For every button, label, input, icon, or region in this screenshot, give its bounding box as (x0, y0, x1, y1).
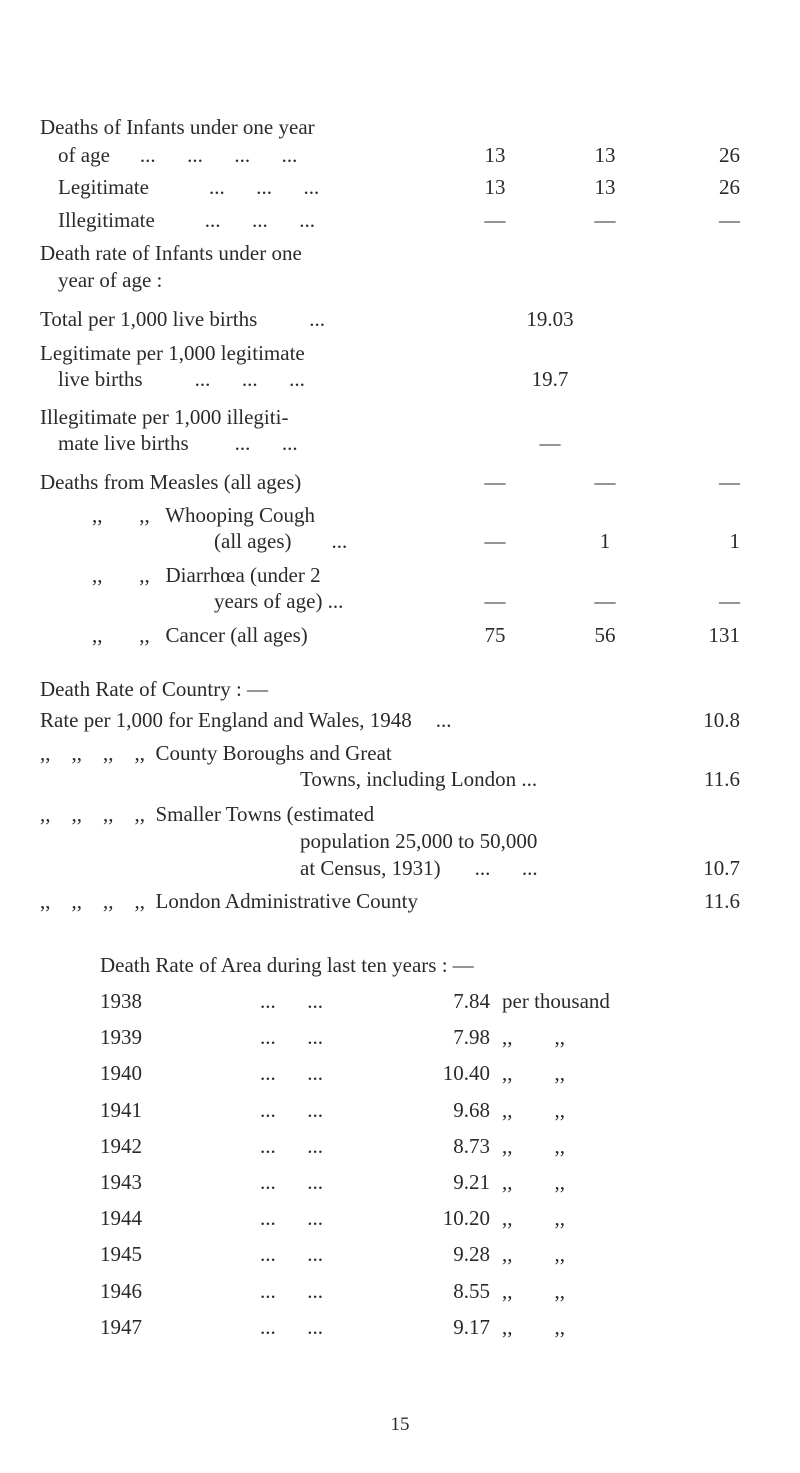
measles-female: — (594, 470, 616, 494)
whooping-total: 1 (729, 529, 740, 553)
area-row-leader: ... ... (260, 1315, 323, 1339)
area-row-year: 1943 (100, 1170, 142, 1194)
county-boroughs-label: ,, ,, ,, ,, County Boroughs and Great (40, 741, 392, 765)
smaller-towns-label-cont: population 25,000 to 50,000 (300, 829, 538, 853)
area-row-unit: ,, ,, (502, 1315, 565, 1339)
area-row-unit: ,, ,, (502, 1134, 565, 1158)
area-row-year: 1944 (100, 1206, 142, 1230)
area-row-leader: ... ... (260, 1098, 323, 1122)
legitimate-row: Legitimate ... ... ... (58, 175, 320, 199)
illegit-rate-label-cont: mate live births ... ... (58, 431, 298, 455)
illegitimate-total: — (719, 208, 740, 232)
area-row-value: 10.40 (442, 1061, 490, 1085)
whooping-female: 1 (599, 529, 611, 553)
cancer-male: 75 (484, 623, 506, 647)
country-rate-heading: Death Rate of Country : — (40, 677, 269, 701)
area-row-value: 8.55 (453, 1279, 490, 1303)
county-boroughs-value: 11.6 (704, 767, 740, 791)
area-row-leader: ... ... (260, 1279, 323, 1303)
county-boroughs-label-cont: Towns, including London ... (300, 767, 538, 791)
area-row-value: 10.20 (442, 1206, 490, 1230)
area-row-value: 9.28 (453, 1242, 490, 1266)
area-row-leader: ... ... (260, 1206, 323, 1230)
cancer-total: 131 (708, 623, 740, 647)
whooping-label-cont: (all ages) ... (214, 529, 348, 553)
measles-label: Deaths from Measles (all ages) (40, 470, 302, 494)
legitimate-female: 13 (594, 175, 616, 199)
area-row-unit: per thousand (502, 989, 610, 1013)
infant-rate-heading-cont: year of age : (58, 268, 163, 292)
diarrhoea-total: — (719, 589, 740, 613)
infant-rate-heading: Death rate of Infants under one (40, 241, 302, 265)
area-row-year: 1947 (100, 1315, 142, 1339)
england-wales-value: 10.8 (703, 708, 740, 732)
area-row-unit: ,, ,, (502, 1061, 565, 1085)
legitimate-total: 26 (719, 175, 740, 199)
area-rate-heading: Death Rate of Area during last ten years : — (100, 953, 474, 977)
area-row-leader: ... ... (260, 1242, 323, 1266)
infant-deaths-heading: Deaths of Infants under one year (40, 115, 315, 139)
illegitimate-row: Illegitimate ... ... ... (58, 208, 316, 232)
legit-rate-label: Legitimate per 1,000 legitimate (40, 341, 305, 365)
area-row-year: 1945 (100, 1242, 142, 1266)
total-rate-value: 19.03 (526, 307, 574, 331)
cancer-label: ,, ,, Cancer (all ages) (92, 623, 308, 647)
infant-deaths-female: 13 (594, 143, 616, 167)
area-row-unit: ,, ,, (502, 1206, 565, 1230)
illegit-rate-value: — (539, 431, 561, 455)
area-row-value: 9.21 (453, 1170, 490, 1194)
london-county-label: ,, ,, ,, ,, London Administrative County (40, 889, 418, 913)
london-county-value: 11.6 (704, 889, 740, 913)
smaller-towns-label-cont2: at Census, 1931) ... ... (300, 856, 538, 880)
area-row-leader: ... ... (260, 989, 323, 1013)
illegitimate-male: — (484, 208, 506, 232)
area-row-value: 9.17 (453, 1315, 490, 1339)
legit-rate-value: 19.7 (531, 367, 569, 391)
area-row-year: 1938 (100, 989, 142, 1013)
area-row-leader: ... ... (260, 1025, 323, 1049)
legit-rate-label-cont: live births ... ... ... (58, 367, 305, 391)
area-row-leader: ... ... (260, 1134, 323, 1158)
area-row-unit: ,, ,, (502, 1098, 565, 1122)
whooping-label: ,, ,, Whooping Cough (92, 503, 316, 527)
area-row-unit: ,, ,, (502, 1170, 565, 1194)
diarrhoea-male: — (484, 589, 506, 613)
area-row-leader: ... ... (260, 1170, 323, 1194)
infant-deaths-total: 26 (719, 143, 740, 167)
diarrhoea-label-cont: years of age) ... (214, 589, 344, 613)
smaller-towns-value: 10.7 (703, 856, 740, 880)
area-row-year: 1946 (100, 1279, 142, 1303)
diarrhoea-label: ,, ,, Diarrhœa (under 2 (92, 563, 321, 587)
illegit-rate-label: Illegitimate per 1,000 illegiti- (40, 405, 289, 429)
measles-male: — (484, 470, 506, 494)
smaller-towns-label: ,, ,, ,, ,, Smaller Towns (estimated (40, 802, 375, 826)
diarrhoea-female: — (594, 589, 616, 613)
area-row-year: 1939 (100, 1025, 142, 1049)
infant-deaths-male: 13 (484, 143, 506, 167)
whooping-male: — (484, 529, 506, 553)
area-row-year: 1940 (100, 1061, 142, 1085)
area-row-unit: ,, ,, (502, 1025, 565, 1049)
total-rate-row: Total per 1,000 live births ... (40, 307, 325, 331)
area-row-value: 9.68 (453, 1098, 490, 1122)
page-number: 15 (390, 1414, 410, 1435)
measles-total: — (719, 470, 740, 494)
area-row-year: 1941 (100, 1098, 142, 1122)
area-row-value: 8.73 (453, 1134, 490, 1158)
area-row-unit: ,, ,, (502, 1279, 565, 1303)
area-row-value: 7.84 (453, 989, 490, 1013)
cancer-female: 56 (594, 623, 616, 647)
area-row-value: 7.98 (453, 1025, 490, 1049)
area-row-unit: ,, ,, (502, 1242, 565, 1266)
infant-deaths-heading-cont: of age ... ... ... ... (58, 143, 298, 167)
illegitimate-female: — (594, 208, 616, 232)
area-row-year: 1942 (100, 1134, 142, 1158)
england-wales-label: Rate per 1,000 for England and Wales, 1948 ... (40, 708, 452, 732)
area-row-leader: ... ... (260, 1061, 323, 1085)
legitimate-male: 13 (484, 175, 506, 199)
